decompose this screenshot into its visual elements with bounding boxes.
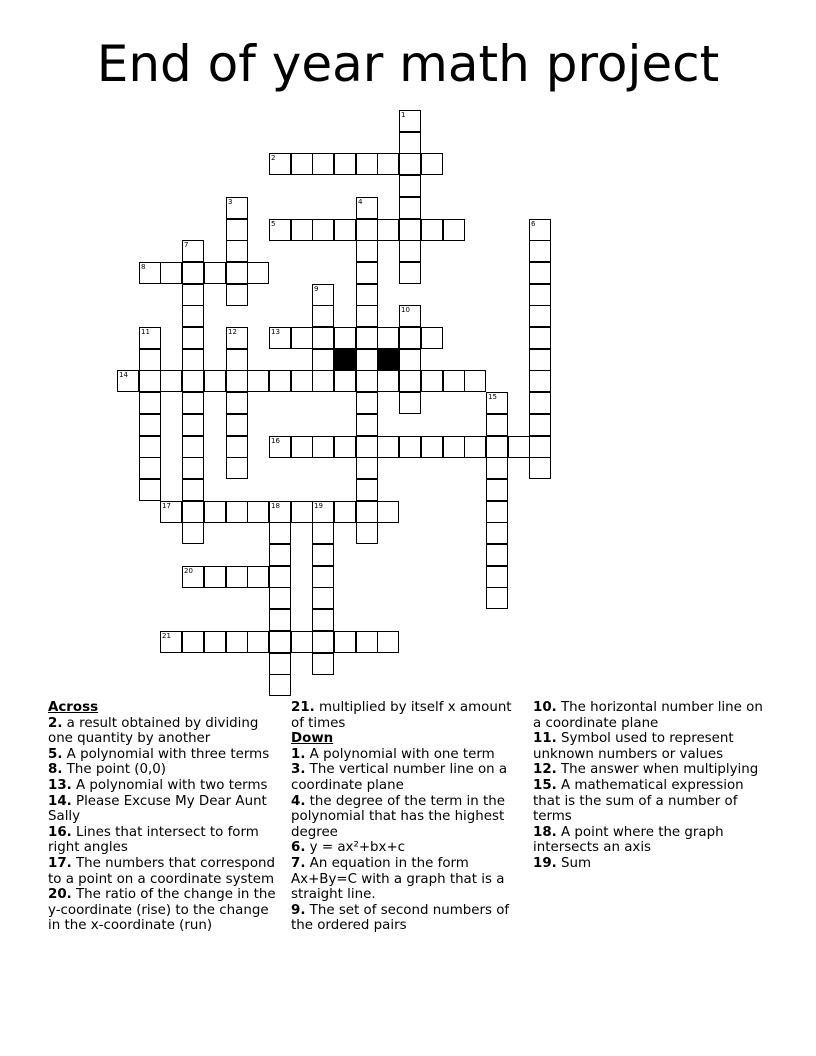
grid-cell[interactable] [486,566,508,588]
grid-cell[interactable] [291,327,313,349]
clue-number-label: 12. [533,762,557,778]
clue-number-label: 19. [533,855,557,871]
clue-text: a result obtained by dividing one quantity by another [48,715,259,747]
grid-cell[interactable] [182,349,204,371]
grid-cell[interactable] [356,631,378,653]
grid-cell[interactable] [182,457,204,479]
grid-cell[interactable] [399,436,421,458]
clue-text: An equation in the form Ax+By=C with a graph that is a straight line. [291,855,505,903]
clue-text: Symbol used to represent unknown numbers or values [533,731,734,762]
grid-cell[interactable] [182,240,204,262]
across-clue [48,825,278,856]
grid-cell[interactable] [269,566,291,588]
grid-cell[interactable] [399,197,421,219]
grid-cell[interactable] [226,392,248,414]
grid-cell[interactable] [529,219,551,241]
grid-cell[interactable] [204,631,226,653]
grid-cell[interactable] [486,501,508,523]
grid-cell[interactable] [356,414,378,436]
grid-cell[interactable] [377,219,399,241]
grid-cell[interactable] [443,370,465,392]
down-clue [291,856,523,903]
grid-cell[interactable] [226,370,248,392]
grid-cell[interactable] [529,262,551,284]
clue-text: Sum [556,855,592,871]
grid-cell[interactable] [160,631,182,653]
grid-cell[interactable] [312,653,334,675]
grid-cell[interactable] [486,436,508,458]
grid-cell[interactable] [139,436,161,458]
grid-cell[interactable] [226,349,248,371]
grid-cell[interactable] [529,240,551,262]
down-clue [291,794,523,841]
grid-cell[interactable] [226,457,248,479]
grid-cell[interactable] [182,370,204,392]
grid-cell[interactable] [269,327,291,349]
grid-cell[interactable] [399,327,421,349]
grid-cell[interactable] [312,501,334,523]
grid-cell[interactable] [269,674,291,696]
grid-cell[interactable] [312,609,334,631]
grid-cell[interactable] [529,414,551,436]
grid-cell[interactable] [226,631,248,653]
clue-text: The answer when multiplying [556,762,759,778]
across-clue [48,887,278,934]
grid-cell[interactable] [356,392,378,414]
grid-cell[interactable] [139,479,161,501]
clue-number: 5 [271,220,276,228]
grid-cell[interactable] [529,457,551,479]
grid-cell[interactable] [529,392,551,414]
grid-cell[interactable] [182,284,204,306]
clue-number-label: 1. [291,746,306,762]
grid-cell[interactable] [182,392,204,414]
grid-cell[interactable] [182,479,204,501]
grid-cell[interactable] [269,544,291,566]
clue-number-label: 15. [533,777,557,793]
grid-cell[interactable] [399,219,421,241]
clue-number-label: 18. [533,824,557,840]
grid-cell[interactable] [117,370,139,392]
clue-number: 20 [184,567,193,575]
clue-number: 16 [271,437,280,445]
grid-cell[interactable] [291,501,313,523]
grid-cell[interactable] [139,327,161,349]
clue-number: 21 [162,632,171,640]
clue-number-label: 13. [48,777,72,793]
grid-cell[interactable] [291,436,313,458]
grid-cell[interactable] [226,566,248,588]
grid-cell[interactable] [356,262,378,284]
grid-cell[interactable] [529,370,551,392]
clue-text: multiplied by itself x amount of times [291,700,512,731]
grid-cell[interactable] [312,219,334,241]
down-clue [533,762,773,778]
grid-cell[interactable] [139,414,161,436]
clue-number: 6 [531,220,536,228]
clues-column-3 [533,700,773,872]
grid-cell[interactable] [139,262,161,284]
grid-cell[interactable] [399,370,421,392]
grid-cell[interactable] [160,262,182,284]
grid-cell[interactable] [160,370,182,392]
grid-cell[interactable] [247,370,269,392]
clue-text: The numbers that correspond to a point on a coordinate system [48,855,276,887]
grid-cell[interactable] [356,327,378,349]
grid-cell[interactable] [312,305,334,327]
grid-cell[interactable] [139,370,161,392]
grid-cell[interactable] [269,370,291,392]
grid-cell[interactable] [421,327,443,349]
clues-column-1 [48,700,278,934]
grid-cell[interactable] [312,631,334,653]
grid-cell[interactable] [377,327,399,349]
grid-cell[interactable] [312,566,334,588]
clue-number-label: 21. [291,700,315,715]
across-clue [48,856,278,887]
down-clue [533,731,773,762]
down-clue [533,856,773,872]
clue-text: A polynomial with three terms [62,746,270,762]
grid-cell[interactable] [529,436,551,458]
grid-cell[interactable] [247,501,269,523]
grid-cell[interactable] [226,501,248,523]
grid-cell[interactable] [356,349,378,371]
grid-cell[interactable] [356,305,378,327]
down-clue [533,700,773,731]
grid-cell[interactable] [312,153,334,175]
clue-number: 17 [162,502,171,510]
grid-cell[interactable] [182,327,204,349]
grid-cell[interactable] [312,587,334,609]
grid-cell[interactable] [356,219,378,241]
clue-number-label: 3. [291,762,306,778]
grid-cell[interactable] [312,284,334,306]
down-clue [291,903,523,934]
grid-cell[interactable] [334,327,356,349]
grid-cell[interactable] [399,153,421,175]
grid-cell[interactable] [377,501,399,523]
grid-cell[interactable] [182,262,204,284]
grid-cell[interactable] [486,479,508,501]
clue-number-label: 5. [48,746,63,762]
grid-cell[interactable] [182,501,204,523]
grid-cell[interactable] [247,631,269,653]
clue-number-label: 6. [291,840,306,856]
grid-cell[interactable] [182,566,204,588]
down-header: Down [291,731,334,747]
grid-cell[interactable] [421,219,443,241]
grid-cell[interactable] [356,153,378,175]
grid-cell[interactable] [226,414,248,436]
grid-cell[interactable] [486,414,508,436]
grid-cell[interactable] [529,349,551,371]
clue-number: 3 [228,198,233,206]
grid-cell[interactable] [182,631,204,653]
grid-cell[interactable] [421,436,443,458]
grid-cell[interactable] [508,436,530,458]
grid-cell[interactable] [377,370,399,392]
grid-cell[interactable] [486,392,508,414]
grid-cell[interactable] [182,305,204,327]
clue-number: 10 [401,306,410,314]
grid-cell[interactable] [269,609,291,631]
grid-cell[interactable] [399,305,421,327]
grid-cell[interactable] [443,219,465,241]
grid-cell[interactable] [334,436,356,458]
clue-number-label: 11. [533,731,557,747]
grid-cell[interactable] [312,370,334,392]
grid-cell[interactable] [139,392,161,414]
clue-number-label: 4. [291,793,306,809]
grid-cell[interactable] [291,219,313,241]
grid-cell[interactable] [356,370,378,392]
clue-number: 2 [271,154,276,162]
grid-cell[interactable] [356,457,378,479]
across-clue [48,747,278,763]
grid-cell[interactable] [269,501,291,523]
grid-cell[interactable] [377,631,399,653]
grid-cell[interactable] [226,219,248,241]
clue-number: 1 [401,111,406,119]
clue-number: 7 [184,241,189,249]
clue-number: 13 [271,328,280,336]
grid-cell[interactable] [399,392,421,414]
down-clue [291,840,523,856]
grid-cell[interactable] [443,436,465,458]
grid-cell[interactable] [204,566,226,588]
grid-cell[interactable] [312,544,334,566]
clue-text: A polynomial with two terms [71,777,268,793]
grid-cell[interactable] [356,284,378,306]
grid-cell[interactable] [377,436,399,458]
grid-cell[interactable] [399,262,421,284]
clue-number-label: 14. [48,793,72,809]
grid-cell[interactable] [160,501,182,523]
down-clue [291,747,523,763]
grid-cell[interactable] [182,414,204,436]
clue-number-label: 10. [533,700,557,715]
grid-cell[interactable] [312,436,334,458]
grid-cell[interactable] [139,349,161,371]
grid-cell[interactable] [226,327,248,349]
grid-cell[interactable] [486,587,508,609]
grid-cell[interactable] [356,501,378,523]
grid-cell[interactable] [377,153,399,175]
clue-number-label: 2. [48,715,63,731]
clue-text: The vertical number line on a coordinate plane [291,762,508,793]
down-clue [533,778,773,825]
clue-text: the degree of the term in the polynomial that has the highest degree [291,793,505,840]
grid-cell[interactable] [399,132,421,154]
grid-cell[interactable] [486,544,508,566]
grid-cell[interactable] [334,370,356,392]
grid-cell[interactable] [334,631,356,653]
grid-cell[interactable] [269,219,291,241]
grid-cell[interactable] [356,436,378,458]
grid-cell[interactable] [464,436,486,458]
grid-cell[interactable] [182,436,204,458]
grid-cell[interactable] [399,175,421,197]
across-clue [48,794,278,825]
grid-cell[interactable] [182,522,204,544]
grid-cell[interactable] [334,153,356,175]
grid-cell[interactable] [399,240,421,262]
grid-cell[interactable] [204,370,226,392]
grid-cell[interactable] [399,349,421,371]
grid-cell[interactable] [226,197,248,219]
clue-number: 14 [119,371,128,379]
clue-number: 12 [228,328,237,336]
clue-text: A point where the graph intersects an axis [533,824,724,856]
across-clue [48,778,278,794]
clue-text: A polynomial with one term [305,746,495,762]
grid-block-cell [377,349,399,371]
clue-number-label: 9. [291,902,306,918]
grid-cell[interactable] [312,522,334,544]
clue-text: Lines that intersect to form right angles [48,824,259,856]
down-clue [533,825,773,856]
grid-cell[interactable] [356,197,378,219]
grid-cell[interactable] [356,240,378,262]
grid-cell[interactable] [334,501,356,523]
grid-cell[interactable] [312,327,334,349]
grid-cell[interactable] [269,587,291,609]
grid-cell[interactable] [226,262,248,284]
grid-block-cell [334,349,356,371]
grid-cell[interactable] [486,457,508,479]
clue-number-label: 8. [48,762,63,778]
clue-text: The set of second numbers of the ordered pairs [291,902,510,934]
clue-number-label: 20. [48,887,72,903]
grid-cell[interactable] [139,457,161,479]
grid-cell[interactable] [529,327,551,349]
down-clue [291,762,523,793]
grid-cell[interactable] [204,262,226,284]
clue-text: The ratio of the change in the y-coordinate (rise) to the change in the x-coordinate (run) [48,887,276,934]
clues-column-2 [291,700,523,934]
clue-text: The horizontal number line on a coordinate plane [533,700,763,731]
across-clue [291,700,523,731]
page-title: End of year math project [96,35,720,93]
clue-number-label: 7. [291,855,306,871]
clue-number-label: 16. [48,824,72,840]
grid-cell[interactable] [226,436,248,458]
grid-cell[interactable] [269,436,291,458]
clue-number: 18 [271,502,280,510]
clue-text: y = ax²+bx+c [305,840,406,856]
clue-text: A mathematical expression that is the sum of a number of terms [533,777,744,825]
grid-cell[interactable] [226,240,248,262]
grid-cell[interactable] [421,370,443,392]
grid-cell[interactable] [334,219,356,241]
grid-cell[interactable] [269,631,291,653]
clue-number-label: 17. [48,855,72,871]
grid-cell[interactable] [356,479,378,501]
grid-cell[interactable] [269,153,291,175]
grid-cell[interactable] [529,305,551,327]
clue-number: 8 [141,263,146,271]
clue-number: 9 [314,285,319,293]
across-clue [48,716,278,747]
grid-cell[interactable] [421,153,443,175]
clue-number: 15 [488,393,497,401]
across-header: Across [48,700,99,715]
grid-cell[interactable] [247,566,269,588]
grid-cell[interactable] [399,110,421,132]
across-clue [48,762,278,778]
grid-cell[interactable] [291,153,313,175]
clue-text: Please Excuse My Dear Aunt Sally [48,793,267,825]
grid-cell[interactable] [204,501,226,523]
grid-cell[interactable] [291,370,313,392]
clue-number: 19 [314,502,323,510]
grid-cell[interactable] [226,284,248,306]
grid-cell[interactable] [247,262,269,284]
grid-cell[interactable] [269,653,291,675]
grid-cell[interactable] [291,631,313,653]
clue-number: 11 [141,328,150,336]
grid-cell[interactable] [312,349,334,371]
clue-number: 4 [358,198,363,206]
clue-text: The point (0,0) [62,762,166,778]
grid-cell[interactable] [529,284,551,306]
grid-cell[interactable] [486,522,508,544]
grid-cell[interactable] [356,522,378,544]
grid-cell[interactable] [464,370,486,392]
grid-cell[interactable] [269,522,291,544]
